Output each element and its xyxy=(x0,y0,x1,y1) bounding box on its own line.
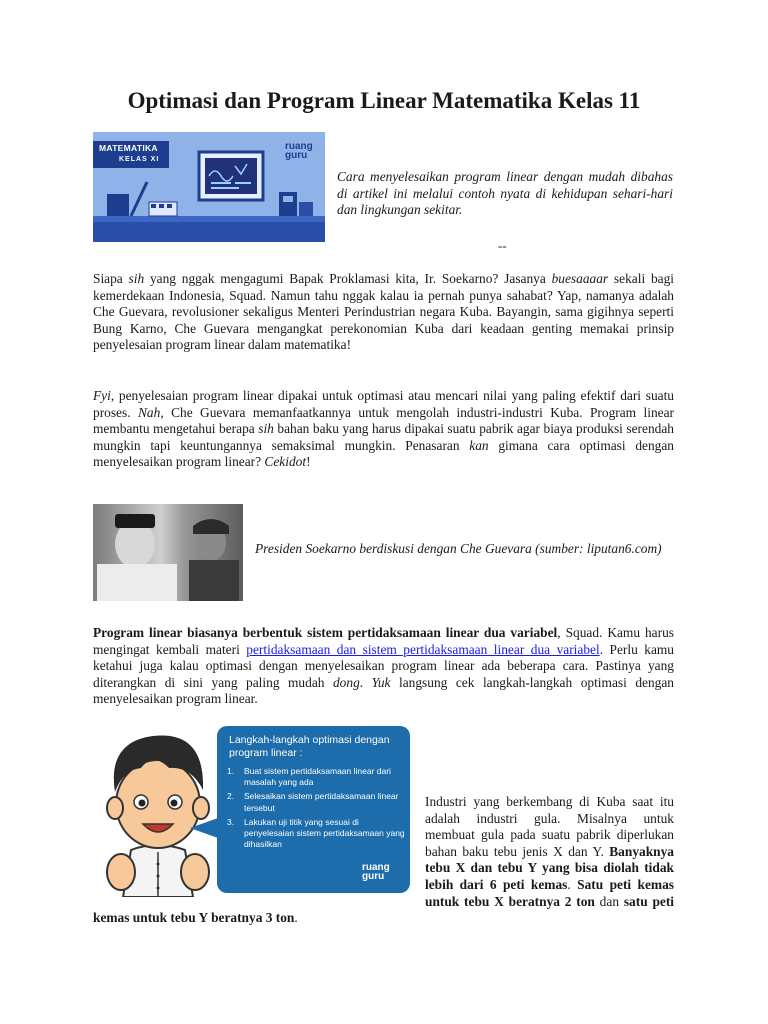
step-text: Buat sistem pertidaksamaan linear dari masalah yang ada xyxy=(244,766,391,788)
paragraph-4: Industri yang berkembang di Kuba saat itu adalah industri gula. Misalnya untuk membuat gula pada suatu pabrik diperlukan bahan baku tebu jenis X dan Y. Banyaknya tebu X dan tebu Y yang bisa diolah tidak lebih dari 6 peti kemas. Satu peti kemas untuk tebu X beratnya 2 ton dan satu peti kemas untuk tebu Y beratnya 3 ton. xyxy=(93,794,675,926)
step-text: Lakukan uji titik yang sesuai di penyelesaian sistem pertidaksamaan yang dihasilkan xyxy=(244,816,405,850)
card-title: Langkah-langkah optimasi dengan program linear : xyxy=(229,734,390,759)
step-text: Selesaikan sistem pertidaksamaan linear tersebut xyxy=(244,791,399,813)
soekarno-che-guevara-photo xyxy=(93,504,243,601)
step-number: 1. xyxy=(227,766,235,776)
banner-label-line1: MATEMATIKA xyxy=(99,143,158,153)
paragraph-1: Siapa sih yang nggak mengagumi Bapak Proklamasi kita, Ir. Soekarno? Jasanya buesaaaar sekali bagi kemerdekaan Indonesia, Squad. Namun tahu nggak kalau ia pernah punya sahabat? Yap, namanya adalah Che Guevara, revolusioner sekaligus Menteri Perindustrian negara Kuba. Bayangin, sama gigihnya seperti Bung Karno, Che Guevara mengangkat perekonomian Kuba dari keadaan genting memakai prinsip penyelesaian program linear dalam matematika! xyxy=(93,271,674,353)
separator: -- xyxy=(498,238,507,253)
banner-label-line2: KELAS XI xyxy=(119,156,160,163)
card-brand-bottom: guru xyxy=(362,871,385,882)
float-spacer xyxy=(93,794,425,894)
banner-brand-bottom: guru xyxy=(285,150,308,161)
intro-summary: Cara menyelesaikan program linear dengan mudah dibahas di artikel ini melalui contoh nyata di kehidupan sehari-hari dan lingkungan sekitar. xyxy=(337,169,673,218)
page-title: Optimasi dan Program Linear Matematika Kelas 11 xyxy=(127,88,641,113)
photo-caption: Presiden Soekarno berdiskusi dengan Che Guevara (sumber: liputan6.com) xyxy=(255,541,662,556)
paragraph-2: Fyi, penyelesaian program linear dipakai untuk optimasi atau mencari nilai yang paling efektif dari suatu proses. Nah, Che Guevara memanfaatkannya untuk mengolah industri-industri Kuba. Program linear membantu mengetahui berapa sih bahan baku yang harus dipakai suatu pabrik agar biaya produksi serendah mungkin tapi keuntungannya semaksimal mungkin. Penasaran kan gimana cara optimasi dengan menyelesaikan program linear? Cekidot! xyxy=(93,388,674,470)
paragraph-3: Program linear biasanya berbentuk sistem pertidaksamaan linear dua variabel, Squad. Kamu harus mengingat kembali materi pertidaksamaan dan sistem pertidaksamaan linear dua variabel. Perlu kamu ketahui juga kalau optimasi dengan menyelesaikan program linear ada beberapa cara. Pastinya yang diterangkan di sini yang paling mudah dong. Yuk langsung cek langkah-langkah optimasi dengan menyelesaikan program linear. xyxy=(93,625,674,707)
classroom-illustration xyxy=(93,132,325,242)
card-brand-top: ruang xyxy=(362,862,390,873)
materi-link[interactable]: pertidaksamaan dan sistem pertidaksamaan linear dua variabel xyxy=(246,641,600,657)
step-number: 3. xyxy=(227,816,235,827)
banner-brand-top: ruang xyxy=(285,141,313,152)
step-item xyxy=(227,766,405,788)
article-banner-image xyxy=(93,132,325,242)
step-number: 2. xyxy=(227,791,235,802)
